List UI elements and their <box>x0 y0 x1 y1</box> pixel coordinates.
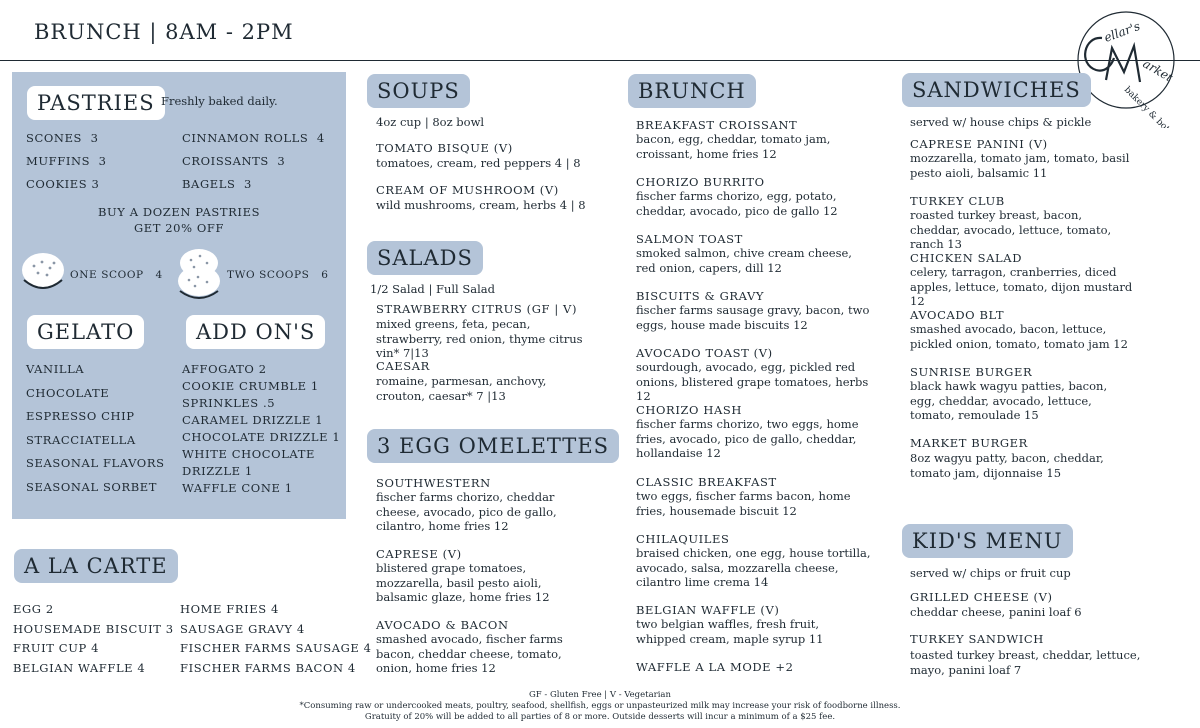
one-scoop-icon <box>20 250 66 298</box>
brunch-name: CLASSIC BREAKFAST <box>636 475 777 489</box>
gelato-item: ESPRESSO CHIP <box>26 409 135 423</box>
soup-desc: tomatoes, cream, red peppers 4 | 8 <box>376 156 581 170</box>
kids-item-desc: cheddar cheese, panini loaf 6 <box>910 605 1082 619</box>
brunch-desc: two eggs, fischer farms bacon, home fries, housemade biscuit 12 <box>636 489 851 518</box>
sandwiches-heading: SANDWICHES <box>902 73 1091 107</box>
sandwich-desc: 8oz wagyu patty, bacon, cheddar, tomato jam, dijonnaise 15 <box>910 451 1104 480</box>
brunch-desc: fischer farms sausage gravy, bacon, two eggs, house made biscuits 12 <box>636 303 870 332</box>
omelette-desc: blistered grape tomatoes, mozzarella, basil pesto aioli, balsamic glaze, home fries 12 <box>376 561 550 604</box>
pastry-item: SCONES 3 <box>26 131 99 145</box>
addon-item: COOKIE CRUMBLE 1 <box>182 379 319 393</box>
kids-menu-note: served w/ chips or fruit cup <box>910 566 1071 580</box>
soup-desc: wild mushrooms, cream, herbs 4 | 8 <box>376 198 586 212</box>
brunch-desc: smoked salmon, chive cream cheese, red onion, capers, dill 12 <box>636 246 852 275</box>
soups-heading: SOUPS <box>367 74 470 108</box>
sandwich-desc: celery, tarragon, cranberries, diced apples, lettuce, tomato, dijon mustard 12 <box>910 265 1133 308</box>
kids-menu-heading: KID'S MENU <box>902 524 1073 558</box>
svg-text:ellar's: ellar's <box>1102 18 1142 45</box>
brunch-name: AVOCADO TOAST (V) <box>636 346 773 360</box>
brunch-heading: BRUNCH <box>628 74 756 108</box>
soup-name: TOMATO BISQUE (V) <box>376 141 513 155</box>
pastry-promo: BUY A DOZEN PASTRIES <box>97 205 261 219</box>
pastries-heading: PASTRIES <box>27 86 165 120</box>
addon-item: WAFFLE CONE 1 <box>182 481 293 495</box>
pastry-item: CROISSANTS 3 <box>182 154 286 168</box>
brunch-name: BREAKFAST CROISSANT <box>636 118 798 132</box>
pastry-promo: GET 20% OFF <box>133 221 225 235</box>
sandwich-name: AVOCADO BLT <box>910 308 1005 322</box>
omelette-desc: smashed avocado, fischer farms bacon, cheddar cheese, tomato, onion, home fries 12 <box>376 632 563 675</box>
a-la-carte-heading: A LA CARTE <box>14 549 178 583</box>
salad-desc: romaine, parmesan, anchovy, crouton, caesar* 7 |13 <box>376 374 547 403</box>
page-title: BRUNCH | 8AM - 2PM <box>34 20 294 44</box>
brunch-desc: two belgian waffles, fresh fruit, whipped cream, maple syrup 11 <box>636 617 824 646</box>
pastry-item: CINNAMON ROLLS 4 <box>182 131 325 145</box>
salad-name: STRAWBERRY CITRUS (GF | V) <box>376 302 578 316</box>
kids-item-name: GRILLED CHEESE (V) <box>910 590 1053 604</box>
addons-heading: ADD ON'S <box>186 315 325 349</box>
sandwiches-note: served w/ house chips & pickle <box>910 115 1092 129</box>
soups-note: 4oz cup | 8oz bowl <box>376 115 485 129</box>
brunch-name: CHORIZO BURRITO <box>636 175 765 189</box>
a-la-carte-item: BELGIAN WAFFLE 4 <box>13 661 146 675</box>
a-la-carte-item: HOME FRIES 4 <box>180 602 279 616</box>
salad-name: CAESAR <box>376 359 430 373</box>
brunch-desc: fischer farms chorizo, egg, potato, cheddar, avocado, pico de gallo 12 <box>636 189 838 218</box>
gelato-item: SEASONAL SORBET <box>26 480 158 494</box>
two-scoops-label: TWO SCOOPS 6 <box>227 269 329 281</box>
a-la-carte-item: HOUSEMADE BISCUIT 3 <box>13 622 174 636</box>
addon-item: CHOCOLATE DRIZZLE 1 <box>182 430 341 444</box>
pastry-item: MUFFINS 3 <box>26 154 107 168</box>
omelette-name: SOUTHWESTERN <box>376 476 491 490</box>
pastry-item: COOKIES 3 <box>26 177 100 191</box>
pastries-tagline: Freshly baked daily. <box>161 94 278 108</box>
brunch-extra: WAFFLE A LA MODE +2 <box>636 660 794 674</box>
sandwich-desc: black hawk wagyu patties, bacon, egg, cheddar, avocado, lettuce, tomato, remoulade 15 <box>910 379 1108 422</box>
salad-desc: mixed greens, feta, pecan, strawberry, red onion, thyme citrus vin* 7|13 <box>376 317 583 360</box>
sandwich-name: CHICKEN SALAD <box>910 251 1023 265</box>
brunch-desc: braised chicken, one egg, house tortilla, avocado, salsa, mozzarella cheese, cilantro lime crema 14 <box>636 546 871 589</box>
svg-text:arket: arket <box>1140 56 1176 85</box>
sandwich-name: SUNRISE BURGER <box>910 365 1033 379</box>
footer-gratuity: Gratuity of 20% will be added to all parties of 8 or more. Outside desserts will incur a minimum of a $25 fee. <box>364 712 836 722</box>
gelato-item: CHOCOLATE <box>26 386 110 400</box>
cellars-market-logo <box>1062 8 1194 128</box>
a-la-carte-item: FISCHER FARMS BACON 4 <box>180 661 356 675</box>
sandwich-desc: mozzarella, tomato jam, tomato, basil pesto aioli, balsamic 11 <box>910 151 1130 180</box>
a-la-carte-item: SAUSAGE GRAVY 4 <box>180 622 305 636</box>
gelato-item: STRACCIATELLA <box>26 433 136 447</box>
addon-item: CARAMEL DRIZZLE 1 <box>182 413 324 427</box>
salads-note: 1/2 Salad | Full Salad <box>370 282 496 296</box>
sandwich-desc: roasted turkey breast, bacon, cheddar, avocado, lettuce, tomato, ranch 13 <box>910 208 1112 251</box>
footer-disclaimer: *Consuming raw or undercooked meats, poultry, seafood, shellfish, eggs or unpasteurized milk may increase your risk of foodborne illness. <box>299 701 901 711</box>
svg-text:bakery & bottle shop: bakery & bottle shop <box>1121 85 1194 128</box>
footer-legend: GF - Gluten Free | V - Vegetarian <box>529 690 671 700</box>
header-divider <box>0 60 1200 61</box>
brunch-name: CHILAQUILES <box>636 532 730 546</box>
gelato-item: VANILLA <box>26 362 85 376</box>
addon-item: DRIZZLE 1 <box>182 464 253 478</box>
omelette-name: AVOCADO & BACON <box>376 618 509 632</box>
kids-item-desc: toasted turkey breast, cheddar, lettuce, mayo, panini loaf 7 <box>910 648 1141 677</box>
kids-item-name: TURKEY SANDWICH <box>910 632 1044 646</box>
addon-item: AFFOGATO 2 <box>182 362 267 376</box>
brunch-desc: fischer farms chorizo, two eggs, home fries, avocado, pico de gallo, cheddar, hollandaise 12 <box>636 417 859 460</box>
a-la-carte-item: FISCHER FARMS SAUSAGE 4 <box>180 641 372 655</box>
a-la-carte-item: FRUIT CUP 4 <box>13 641 99 655</box>
soup-name: CREAM OF MUSHROOM (V) <box>376 183 559 197</box>
two-scoops-icon <box>176 247 222 305</box>
salads-heading: SALADS <box>367 241 483 275</box>
brunch-name: BISCUITS & GRAVY <box>636 289 765 303</box>
sandwich-name: CAPRESE PANINI (V) <box>910 137 1048 151</box>
brunch-name: SALMON TOAST <box>636 232 743 246</box>
a-la-carte-item: EGG 2 <box>13 602 54 616</box>
brunch-desc: bacon, egg, cheddar, tomato jam, croissant, home fries 12 <box>636 132 831 161</box>
one-scoop-label: ONE SCOOP 4 <box>70 269 163 281</box>
brunch-desc: sourdough, avocado, egg, pickled red onions, blistered grape tomatoes, herbs 12 <box>636 360 869 403</box>
pastry-item: BAGELS 3 <box>182 177 252 191</box>
omelette-desc: fischer farms chorizo, cheddar cheese, avocado, pico de gallo, cilantro, home fries 12 <box>376 490 557 533</box>
brunch-name: BELGIAN WAFFLE (V) <box>636 603 780 617</box>
sandwich-desc: smashed avocado, bacon, lettuce, pickled onion, tomato, tomato jam 12 <box>910 322 1128 351</box>
omelette-name: CAPRESE (V) <box>376 547 462 561</box>
sandwich-name: TURKEY CLUB <box>910 194 1005 208</box>
brunch-name: CHORIZO HASH <box>636 403 742 417</box>
gelato-item: SEASONAL FLAVORS <box>26 456 165 470</box>
omelettes-heading: 3 EGG OMELETTES <box>367 429 619 463</box>
gelato-heading: GELATO <box>27 315 144 349</box>
addon-item: SPRINKLES .5 <box>182 396 276 410</box>
addon-item: WHITE CHOCOLATE <box>182 447 315 461</box>
sandwich-name: MARKET BURGER <box>910 436 1028 450</box>
